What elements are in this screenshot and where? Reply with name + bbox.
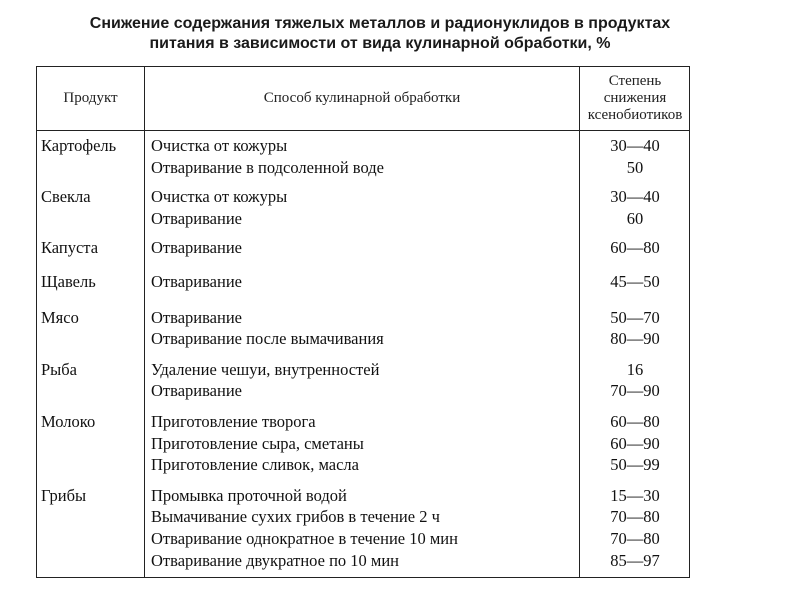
table-body bbox=[37, 135, 689, 571]
cell-product: Свекла bbox=[41, 187, 91, 207]
table-row bbox=[37, 359, 689, 381]
cell-method: Отваривание bbox=[151, 208, 242, 228]
cell-value: 50—70 bbox=[610, 307, 660, 327]
product-group bbox=[37, 485, 689, 571]
cell-method: Отваривание bbox=[151, 381, 242, 401]
title-line-1: Снижение содержания тяжелых металлов и радионуклидов в продуктах bbox=[89, 15, 671, 32]
table-row bbox=[37, 135, 689, 157]
cell-method: Отваривание в подсоленной воде bbox=[151, 157, 384, 177]
cell-method: Приготовление сливок, масла bbox=[151, 455, 359, 475]
product-group bbox=[37, 135, 689, 178]
title-line-2: питания в зависимости от вида кулинарной обработки, % bbox=[149, 35, 611, 52]
header-method: Способ кулинарной обработки bbox=[263, 90, 461, 106]
table-row bbox=[37, 411, 689, 433]
cell-value: 60—90 bbox=[610, 433, 660, 453]
cell-method: Отваривание bbox=[151, 271, 242, 291]
cell-value: 70—80 bbox=[610, 528, 660, 548]
cell-product: Щавель bbox=[41, 271, 96, 291]
cell-method: Вымачивание сухих грибов в течение 2 ч bbox=[151, 507, 440, 527]
table-row bbox=[37, 307, 689, 329]
cell-product: Рыба bbox=[41, 359, 77, 379]
product-group bbox=[37, 359, 689, 402]
header-product: Продукт bbox=[63, 90, 118, 106]
cell-method: Отваривание после вымачивания bbox=[151, 329, 384, 349]
cell-product: Мясо bbox=[41, 307, 79, 327]
table-row bbox=[37, 528, 689, 550]
cell-product: Грибы bbox=[41, 485, 87, 505]
cell-method: Приготовление творога bbox=[151, 411, 316, 431]
table-row bbox=[37, 485, 689, 507]
cell-product: Капуста bbox=[41, 238, 99, 258]
header-degree: Степень снижения ксенобиотиков bbox=[587, 73, 683, 123]
data-table bbox=[36, 66, 690, 578]
cell-value: 16 bbox=[626, 359, 644, 379]
cell-value: 30—40 bbox=[610, 187, 660, 207]
cell-value: 30—40 bbox=[610, 136, 660, 155]
cell-method: Отваривание однократное в течение 10 мин bbox=[151, 528, 458, 548]
table-header bbox=[37, 67, 689, 131]
cell-value: 45—50 bbox=[610, 271, 660, 291]
cell-value: 60—80 bbox=[610, 238, 660, 258]
table-row bbox=[37, 380, 689, 402]
cell-value: 70—90 bbox=[610, 381, 660, 401]
product-group bbox=[37, 186, 689, 229]
product-group bbox=[37, 271, 689, 293]
product-group bbox=[37, 237, 689, 259]
cell-method: Отваривание двукратное по 10 мин bbox=[151, 550, 400, 570]
product-group bbox=[37, 307, 689, 350]
cell-method: Удаление чешуи, внутренностей bbox=[151, 359, 380, 379]
table-row bbox=[37, 454, 689, 476]
cell-value: 80—90 bbox=[610, 329, 660, 349]
table-row bbox=[37, 550, 689, 572]
cell-method: Промывка проточной водой bbox=[151, 485, 347, 505]
cell-value: 60—80 bbox=[610, 411, 660, 431]
table-row bbox=[37, 208, 689, 230]
table-row bbox=[37, 506, 689, 528]
cell-product: Молоко bbox=[41, 411, 96, 431]
cell-method: Отваривание bbox=[151, 238, 242, 258]
cell-value: 85—97 bbox=[610, 550, 660, 570]
table-row bbox=[37, 433, 689, 455]
document-title bbox=[30, 14, 730, 54]
cell-product: Картофель bbox=[41, 136, 117, 155]
table-row bbox=[37, 186, 689, 208]
table-row bbox=[37, 237, 689, 259]
product-group bbox=[37, 411, 689, 476]
cell-method: Отваривание bbox=[151, 307, 242, 327]
cell-method: Приготовление сыра, сметаны bbox=[151, 433, 364, 453]
table-row bbox=[37, 271, 689, 293]
table-row bbox=[37, 157, 689, 179]
cell-value: 50 bbox=[626, 157, 644, 177]
cell-value: 50—99 bbox=[610, 455, 660, 475]
cell-method: Очистка от кожуры bbox=[151, 136, 288, 155]
cell-value: 70—80 bbox=[610, 507, 660, 527]
cell-method: Очистка от кожуры bbox=[151, 187, 288, 207]
cell-value: 60 bbox=[626, 208, 644, 228]
cell-value: 15—30 bbox=[610, 485, 660, 505]
table-row bbox=[37, 328, 689, 350]
